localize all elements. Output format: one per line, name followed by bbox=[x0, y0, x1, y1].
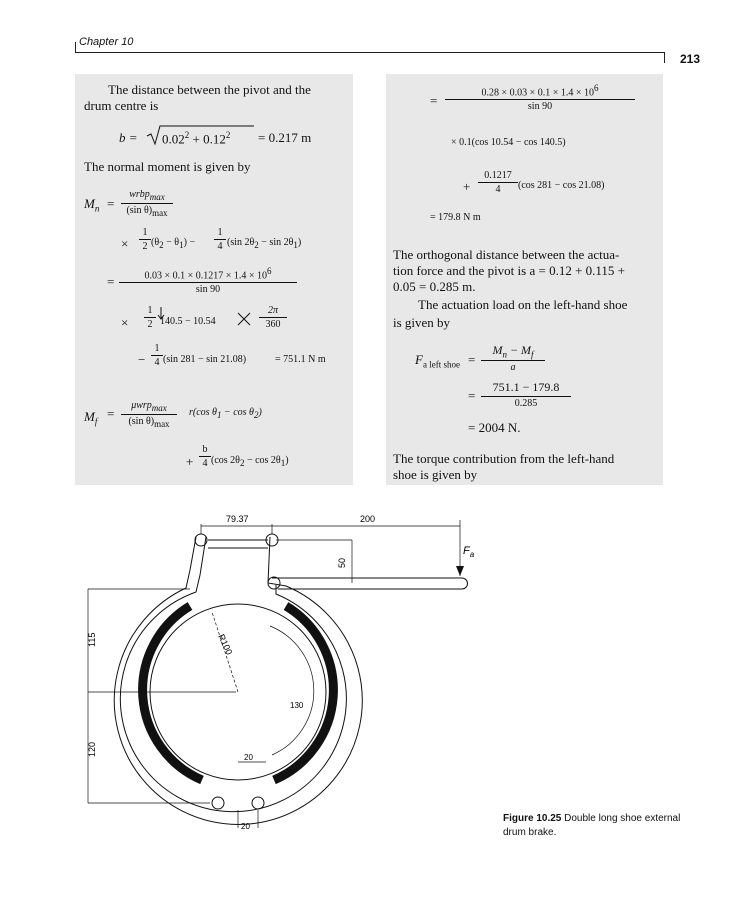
pivot-bottom-right bbox=[252, 797, 264, 809]
fa-result: = 2004 N. bbox=[468, 420, 521, 435]
cos-expression: r(cos $\theta_1 - \cos \theta_2$) bbox=[189, 407, 262, 420]
pivot-bottom-left bbox=[212, 797, 224, 809]
fraction-mn-mf: $M_n - M_f$ a bbox=[481, 343, 545, 373]
mn-result: = 751.1 N m bbox=[275, 354, 326, 365]
cos2-expression: (cos $2\theta_2 - \cos 2\theta_1$) bbox=[211, 455, 289, 468]
equals: = bbox=[468, 388, 476, 403]
equals: = bbox=[107, 274, 115, 289]
page-number: 213 bbox=[680, 52, 701, 66]
dim-79-37: 79.37 bbox=[226, 514, 249, 524]
times: × bbox=[121, 315, 129, 330]
dim-50: 50 bbox=[337, 557, 347, 568]
paragraph-line: The actuation load on the left-hand shoe bbox=[418, 297, 628, 312]
equals: = bbox=[107, 196, 115, 211]
actuation-lever bbox=[272, 578, 468, 589]
caption-text: Double long shoe external drum brake. bbox=[503, 813, 681, 838]
paragraph-line: The orthogonal distance between the actua- bbox=[393, 247, 620, 262]
figure-caption bbox=[503, 812, 683, 839]
fraction-2pi-360: $\frac{2\pi}{360}$ bbox=[259, 305, 287, 330]
dim-200: 200 bbox=[360, 514, 376, 524]
force-arrow bbox=[456, 566, 464, 576]
theta-diff: $(\theta_2 - \theta_1)$ − bbox=[151, 237, 196, 250]
fraction-b-4: $\frac{b}{4}$ bbox=[199, 444, 211, 469]
dim-20-upper: 20 bbox=[244, 753, 253, 762]
fa-symbol: $F_{a left shoe}$ bbox=[415, 352, 460, 370]
equation-lhs: b = bbox=[119, 130, 138, 145]
mf-result: = 179.8 N m bbox=[430, 212, 481, 223]
paragraph-line: drum centre is bbox=[84, 98, 159, 113]
fraction-muwrp: μwrp$_{max}$ (sin $\theta)_{max}$ bbox=[121, 400, 177, 429]
angle-difference: 140.5 − 10.54 bbox=[160, 316, 216, 327]
paragraph-line: shoe is given by bbox=[393, 467, 478, 482]
equation-result: = 0.217 m bbox=[258, 130, 312, 145]
paragraph-line: is given by bbox=[393, 315, 451, 330]
sin-expression: (sin 281 − sin 21.08) bbox=[163, 354, 247, 365]
fraction-0-1217: $\frac{0.1217}{4}$ bbox=[478, 170, 518, 195]
fraction-wrbp: wrbp$_{max}$ (sin $\theta)_{max}$ bbox=[121, 189, 173, 218]
chapter-label: Chapter 10 bbox=[79, 36, 134, 48]
minus: − bbox=[138, 352, 146, 367]
dim-120: 120 bbox=[87, 741, 97, 757]
paragraph-line: 0.05 = 0.285 m. bbox=[393, 279, 476, 294]
left-shoe-lining bbox=[143, 606, 202, 780]
times: × bbox=[121, 236, 129, 251]
paragraph-line: The distance between the pivot and the bbox=[108, 82, 311, 97]
radius-label: R100 bbox=[216, 632, 235, 657]
mn-symbol: $M_n$ bbox=[84, 196, 100, 214]
sin-diff: (sin $2\theta_2 - \sin 2\theta_1$) bbox=[227, 237, 302, 250]
radicand: $0.02^2 + 0.12^2$ bbox=[162, 130, 231, 147]
equals: = bbox=[107, 406, 115, 421]
paragraph-line: The torque contribution from the left-hand bbox=[393, 451, 615, 466]
cos-expression: (cos 281 − cos 21.08) bbox=[518, 180, 605, 191]
force-label: $F_a$ bbox=[463, 545, 475, 559]
fraction-quarter: $\frac{1}{4}$ bbox=[214, 227, 226, 252]
fraction-values: 751.1 − 179.8 0.285 bbox=[481, 380, 571, 409]
fraction-half: $\frac{1}{2}$ bbox=[144, 305, 156, 330]
fraction-half: $\frac{1}{2}$ bbox=[139, 227, 151, 252]
caption-number: Figure 10.25 bbox=[503, 813, 562, 824]
dim-20-lower: 20 bbox=[241, 822, 250, 831]
dim-115: 115 bbox=[87, 632, 97, 647]
paragraph-line: The normal moment is given by bbox=[84, 159, 251, 174]
fraction-numeric: $\frac{0.28 \times 0.03 \times 0.1 \times 1.4 \times 10^6}{\sin 90}$ bbox=[445, 83, 635, 112]
plus: + bbox=[186, 454, 194, 469]
equals: = bbox=[468, 352, 476, 367]
fraction-quarter: $\frac{1}{4}$ bbox=[151, 343, 163, 368]
plus: + bbox=[463, 179, 471, 194]
cos-expression: × 0.1(cos 10.54 − cos 140.5) bbox=[451, 137, 566, 148]
fraction-numeric: $\frac{0.03 \times 0.1 \times 0.1217 \times 1.4 \times 10^6}{\sin 90}$ bbox=[119, 266, 297, 295]
dim-130: 130 bbox=[290, 701, 304, 710]
paragraph-line: tion force and the pivot is a = 0.12 + 0.115 + bbox=[393, 263, 626, 278]
equals: = bbox=[430, 93, 438, 108]
mf-symbol: $M_f$ bbox=[84, 409, 98, 427]
